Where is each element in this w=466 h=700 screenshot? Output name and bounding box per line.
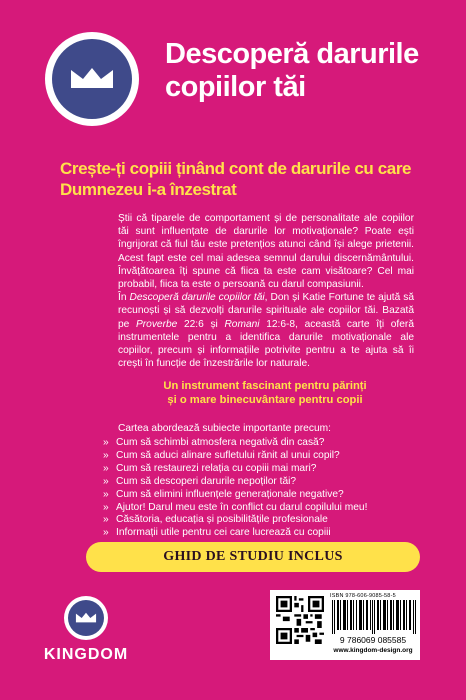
reference-proverbe: Proverbe (135, 318, 178, 330)
list-item: » Căsătoria, educația și posibilitățile profesionale (103, 514, 328, 526)
barcode (332, 600, 416, 634)
list-item: » Informații utile pentru cei care lucrează cu copiii (103, 527, 331, 539)
list-item: » Cum să aduci alinare sufletului rănit al unui copil? (103, 449, 340, 461)
list-item: » Cum să elimini influențele generaționale negative? (103, 488, 344, 500)
crown-logo (45, 32, 139, 126)
isbn-text: ISBN 978-606-9085-58-5 (330, 593, 396, 599)
book-title-inline: Descoperă darurile copiilor tăi (129, 292, 265, 304)
highlight-line-2: și o mare binecuvântare pentru copii (167, 394, 363, 406)
list-item: » Cum să descoperi darurile nepoților tăi? (103, 475, 297, 487)
description-paragraph-2: În Descoperă darurile copiilor tăi, Don și Katie Fortune te ajută să recunoști și să dezvolți darurile spirituale ale copiilor tăi. Bazată pe Proverbe 22:6 și Romani 12:6-8, această carte îți oferă instrumentele pentru a identifica darurile motivaționale ale copiilor, precum și informațiile potrivite pentru a te ajuta să îi crești în funcție de înzestrările lor naturale. (118, 292, 414, 370)
crown-icon (67, 64, 117, 94)
list-item: » Cum să schimbi atmosfera negativă din casă? (103, 437, 325, 448)
book-subtitle: Crește-ți copiii ținând cont de darurile cu care Dumnezeu i-a înzestrat (60, 159, 412, 199)
list-item: » Cum să restaurezi relația cu copiii mai mari? (103, 462, 317, 474)
publisher-website: www.kingdom-design.org (333, 647, 413, 654)
publisher-logo (36, 596, 136, 664)
qr-code (276, 596, 324, 644)
barcode-number: 9 786069 085585 (339, 635, 407, 645)
reference-romani: Romani (224, 318, 260, 330)
highlight-line-1: Un instrument fascinant pentru părinți (163, 380, 367, 392)
list-item: » Ajutor! Darul meu este în conflict cu darul copilului meu! (103, 501, 368, 513)
publisher-name: KINGDOM (43, 646, 129, 663)
book-description (118, 212, 414, 370)
highlight-tagline (110, 379, 420, 407)
book-title: Descoperă darurile copiilor tăi (165, 38, 419, 103)
crown-icon (74, 610, 98, 626)
description-paragraph-1: Știi că tiparele de comportament și de personalitate ale copiilor tăi sunt influențate de darurile lor motivaționale? Poate ești îngrijorat că fiul tău este pretențios atunci când își alege prietenii. Acest fapt este cel mai adesea semnul darului discernământului. Învățătoarea îți spune că fiica ta este cam visătoare? Cel mai probabil, fiica ta este o persoană cu darul compasiunii. (118, 213, 414, 291)
barcode-panel (270, 590, 420, 660)
topics-list (103, 437, 423, 540)
study-guide-banner: GHID DE STUDIU INCLUS (86, 542, 420, 572)
topics-intro: Cartea abordează subiecte importante precum: (118, 423, 331, 434)
